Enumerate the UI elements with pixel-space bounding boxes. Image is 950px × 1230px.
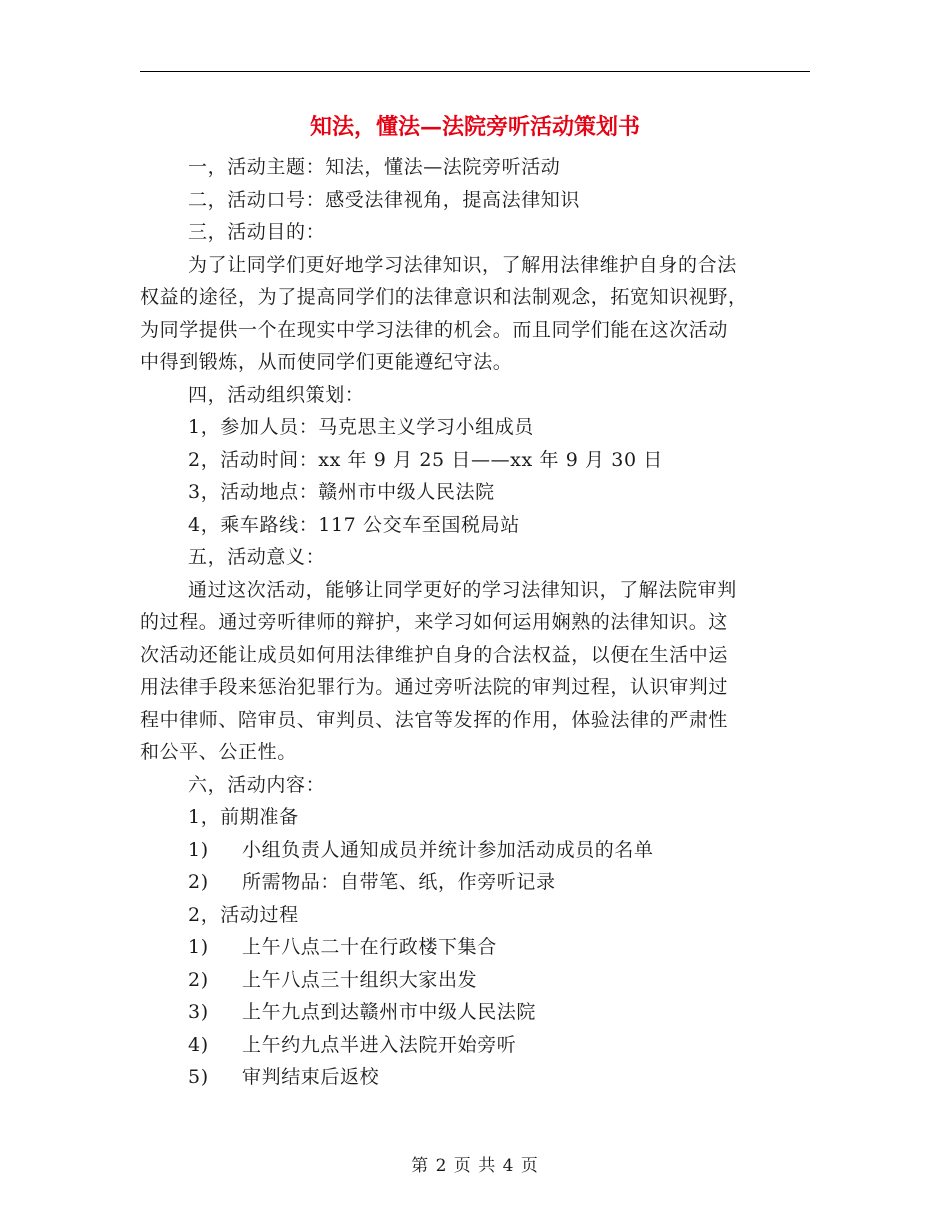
document-body [140,151,812,1094]
list-item [140,1061,812,1094]
list-item-number: 1) [188,936,209,958]
organization-item-time: 2，活动时间：xx 年 9 月 25 日——xx 年 9 月 30 日 [188,448,663,471]
significance-paragraph-line: 程中律师、陪审员、审判员、法官等发挥的作用，体验法律的严肃性 [140,708,729,731]
significance-paragraph-line: 用法律手段来惩治犯罪行为。通过旁听法院的审判过程，认识审判过 [140,676,729,698]
list-item [140,996,812,1029]
list-item [140,964,812,997]
list-item-text: 审判结束后返校 [242,1066,380,1088]
list-item-text: 上午九点到达赣州市中级人民法院 [242,1001,537,1023]
list-item-text: 小组负责人通知成员并统计参加活动成员的名单 [242,838,654,861]
list-item-number: 4) [188,1033,209,1056]
list-item-text: 上午约九点半进入法院开始旁听 [242,1033,517,1056]
section-heading-content: 六，活动内容： [188,773,326,796]
content-subheading-preparation: 1，前期准备 [188,806,299,828]
content-subheading-process: 2，活动过程 [188,903,299,926]
purpose-paragraph-line: 中得到锻炼，从而使同学们更能遵纪守法。 [140,351,513,373]
purpose-paragraph-line: 为同学提供一个在现实中学习法律的机会。而且同学们能在这次活动 [140,318,729,341]
list-item-number: 2) [188,871,209,893]
section-heading-significance: 五，活动意义： [188,546,326,568]
list-item-number: 1) [188,838,209,861]
purpose-paragraph-line: 权益的途径，为了提高同学们的法律意识和法制观念，拓宽知识视野， [140,286,748,308]
list-item [140,931,812,964]
list-item-number: 3) [188,1001,209,1023]
activity-slogan: 二，活动口号：感受法律视角，提高法律知识 [188,188,581,211]
purpose-paragraph-line: 为了让同学们更好地学习法律知识，了解用法律维护自身的合法 [188,253,737,276]
list-item [140,866,812,899]
list-item-number: 2) [188,968,209,991]
section-heading-purpose: 三，活动目的： [188,221,326,243]
significance-paragraph-line: 通过这次活动，能够让同学更好的学习法律知识，了解法院审判 [188,578,737,601]
page-number-footer: 第 2 页 共 4 页 [411,1156,539,1176]
significance-paragraph-line: 和公平、公正性。 [140,741,297,763]
list-item [140,1029,812,1062]
organization-item-route: 4，乘车路线：117 公交车至国税局站 [188,513,520,536]
header-rule [140,71,810,72]
organization-item-location: 3，活动地点：赣州市中级人民法院 [188,481,495,503]
section-heading-organization: 四，活动组织策划： [188,383,365,406]
activity-theme: 一，活动主题：知法，懂法—法院旁听活动 [188,156,561,178]
list-item-number: 5) [188,1066,209,1088]
list-item-text: 上午八点三十组织大家出发 [242,968,478,991]
significance-paragraph-line: 的过程。通过旁听律师的辩护，来学习如何运用娴熟的法律知识。这 [140,611,729,633]
list-item-text: 上午八点二十在行政楼下集合 [242,936,497,958]
document-title: 知法，懂法—法院旁听活动策划书 [309,114,640,140]
organization-item-participants: 1，参加人员：马克思主义学习小组成员 [188,416,534,438]
list-item-text: 所需物品：自带笔、纸，作旁听记录 [242,871,556,893]
list-item [140,834,812,867]
significance-paragraph-line: 次活动还能让成员如何用法律维护自身的合法权益，以便在生活中运 [140,643,729,666]
